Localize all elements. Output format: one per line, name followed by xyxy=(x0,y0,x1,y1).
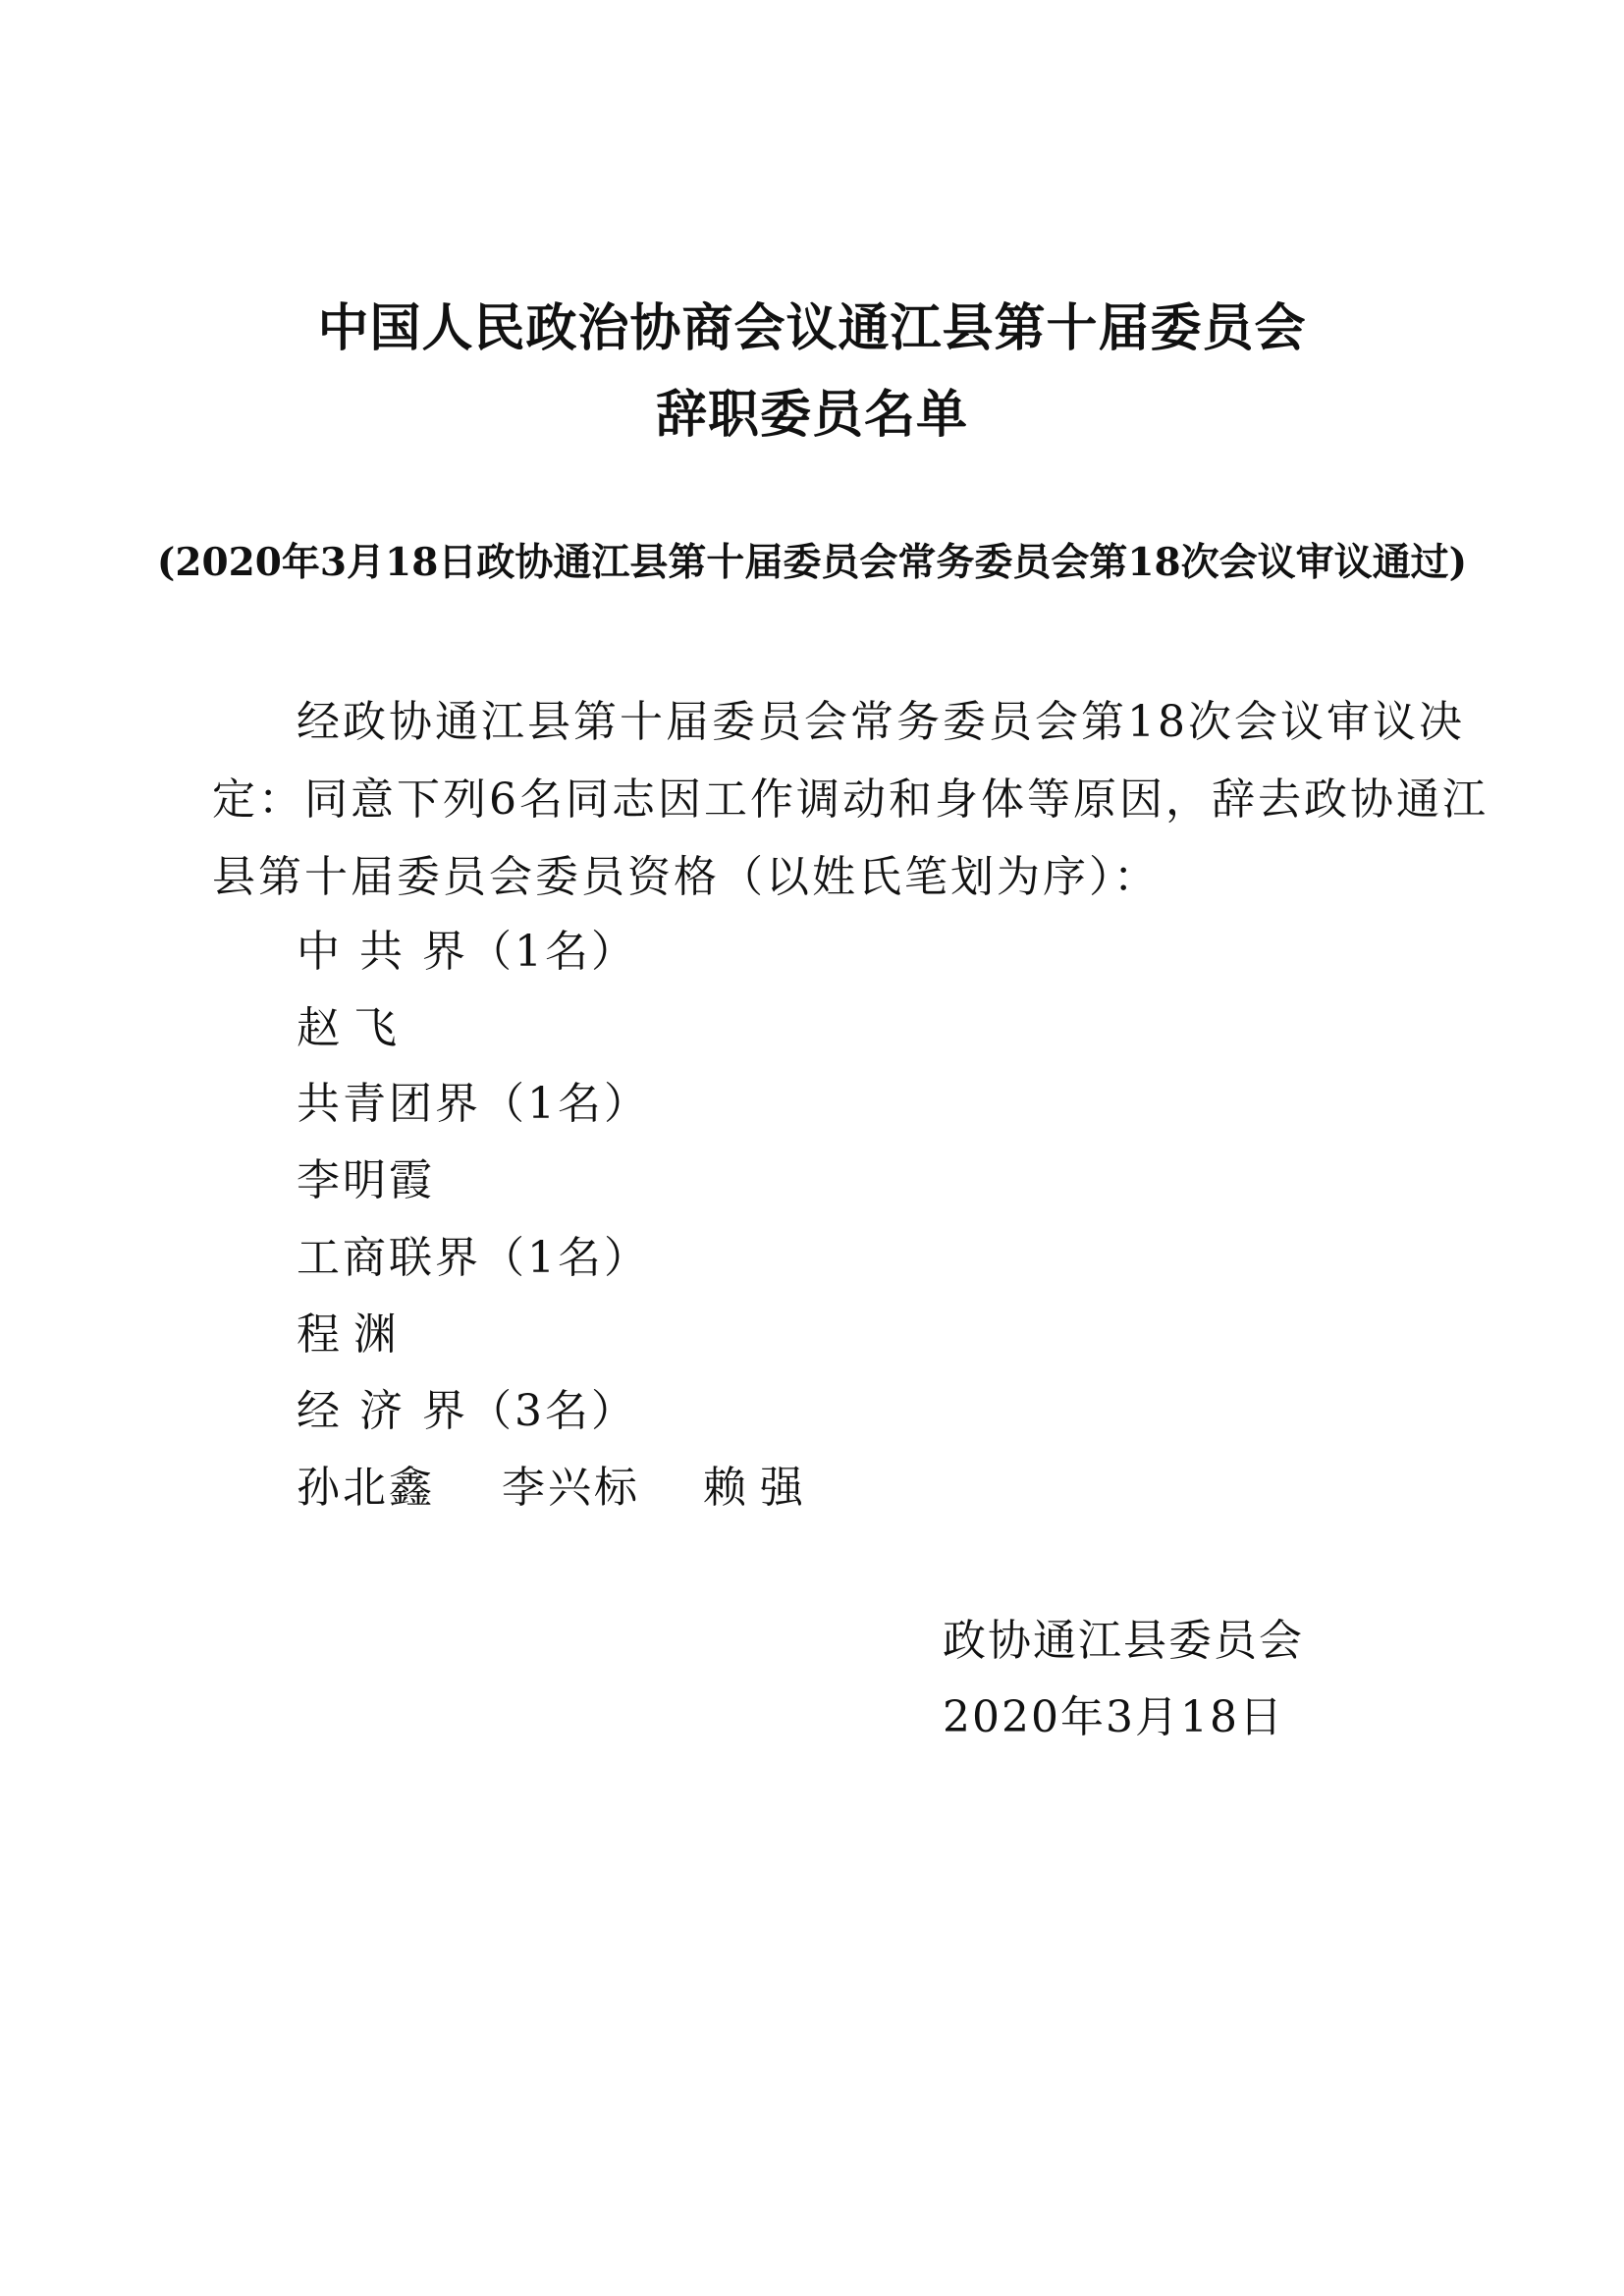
body-paragraph-line-3: 县第十届委员会委员资格（以姓氏笔划为序）： xyxy=(212,852,1160,902)
group-names-cpc xyxy=(297,1001,397,1056)
signature-date: 2020年3月18日 xyxy=(943,1692,1284,1742)
approval-note: (2020年3月18日政协通江县第十届委员会常务委员会第18次会议审议通过) xyxy=(156,540,1468,585)
member-name: 程 渊 xyxy=(297,1309,397,1360)
group-label-cpc: 中 共 界（1名） xyxy=(297,927,637,977)
body-paragraph-line-1: 经政协通江县第十届委员会常务委员会第18次会议审议决 xyxy=(297,697,1465,747)
signature-organization: 政协通江县委员会 xyxy=(943,1616,1304,1666)
group-names-economy xyxy=(297,1461,803,1516)
member-name: 赖 强 xyxy=(703,1463,803,1513)
document-title-line-2: 辞职委员名单 xyxy=(655,385,968,445)
group-names-youth-league xyxy=(297,1153,435,1208)
member-name: 赵 飞 xyxy=(297,1003,397,1053)
body-paragraph-line-2: 定：同意下列6名同志因工作调动和身体等原因，辞去政协通江 xyxy=(212,774,1489,825)
member-name: 孙北鑫 xyxy=(297,1463,435,1513)
group-names-commerce xyxy=(297,1308,397,1362)
group-label-economy: 经 济 界（3名） xyxy=(297,1386,637,1436)
document-title-line-1: 中国人民政治协商会议通江县第十届委员会 xyxy=(317,298,1307,358)
member-name: 李兴标 xyxy=(502,1463,640,1513)
group-label-youth-league: 共青团界（1名） xyxy=(297,1079,650,1129)
group-label-commerce: 工商联界（1名） xyxy=(297,1233,650,1283)
member-name: 李明霞 xyxy=(297,1155,435,1205)
